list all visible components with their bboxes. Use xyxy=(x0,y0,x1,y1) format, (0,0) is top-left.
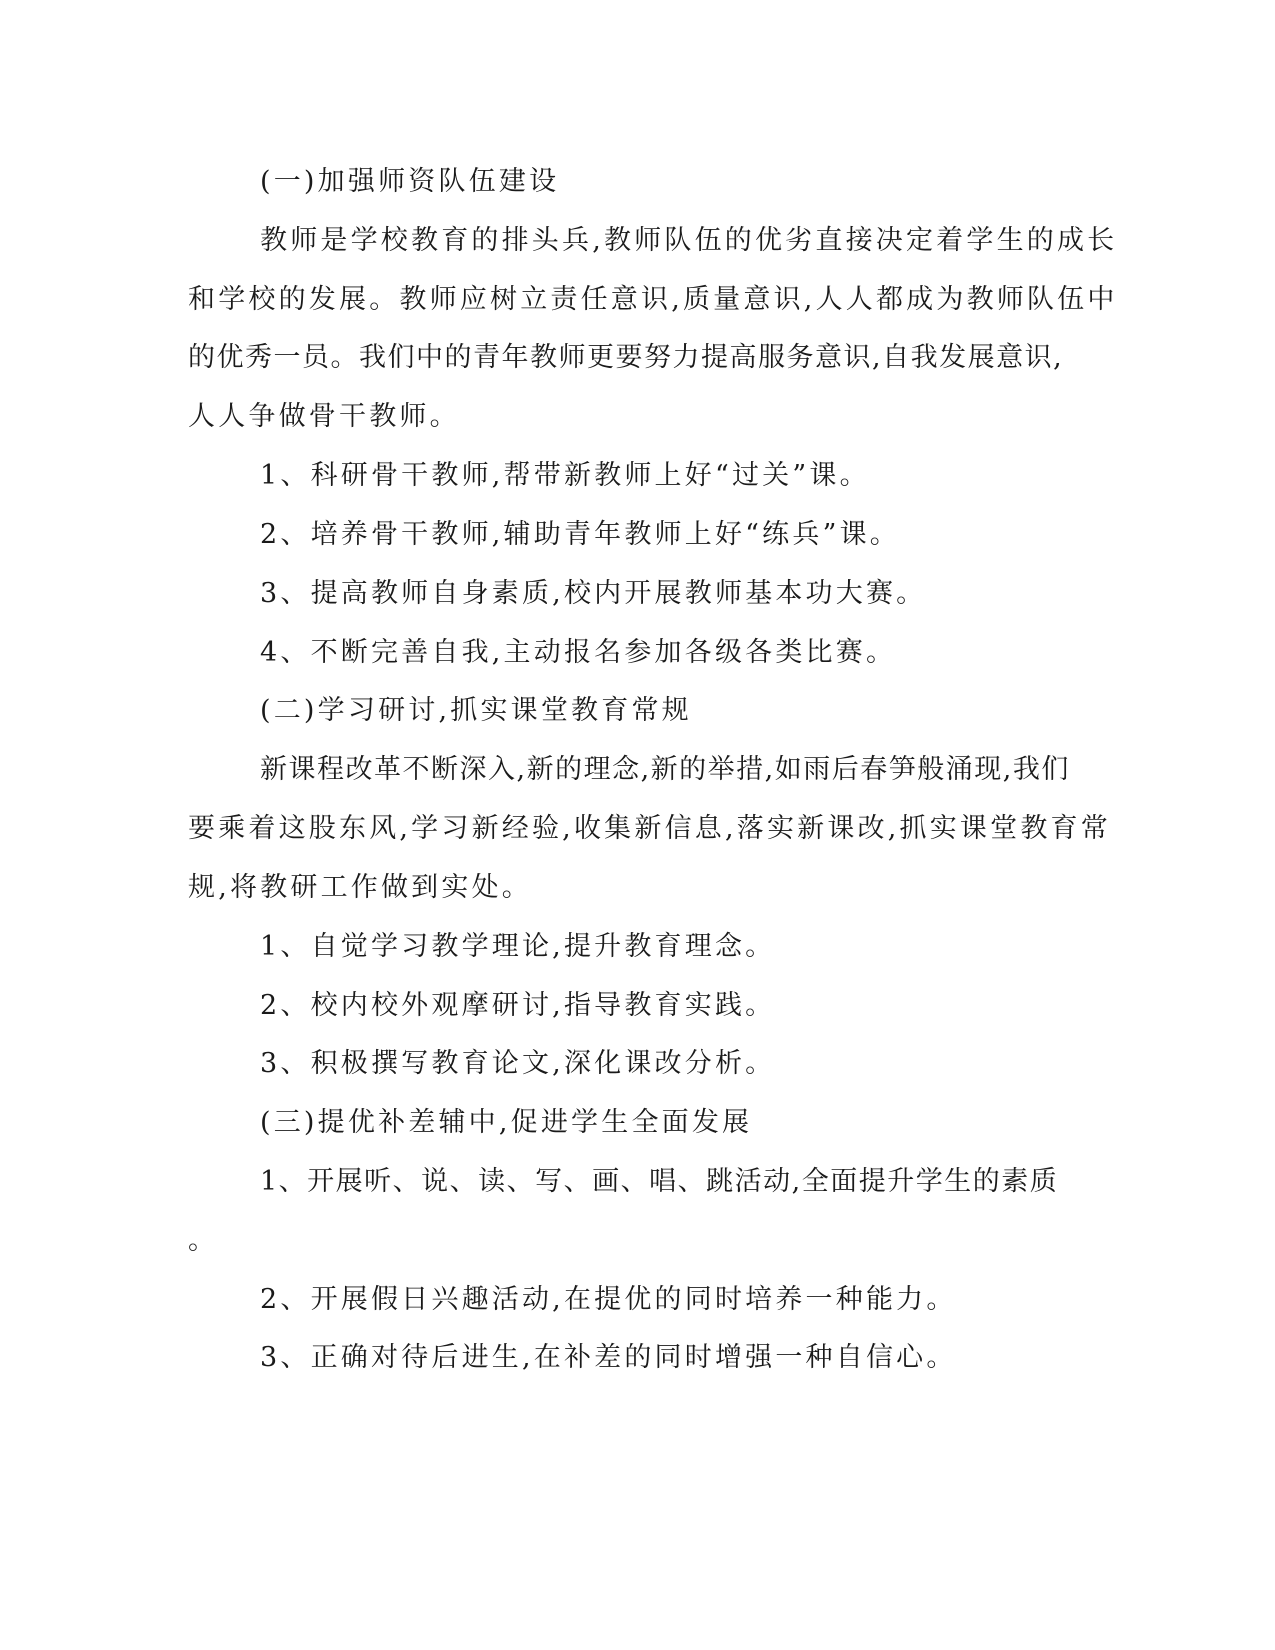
section3-heading: (三)提优补差辅中,促进学生全面发展 xyxy=(260,1107,753,1138)
section1-list-item: 3、提高教师自身素质,校内开展教师基本功大赛。 xyxy=(260,578,927,609)
section3-list-item: 3、正确对待后进生,在补差的同时增强一种自信心。 xyxy=(260,1342,957,1373)
section1-paragraph-line: 人人争做骨干教师。 xyxy=(188,401,460,432)
section1-paragraph-line: 教师是学校教育的排头兵,教师队伍的优劣直接决定着学生的成长 xyxy=(260,225,1118,256)
section2-paragraph-line: 新课程改革不断深入,新的理念,新的举措,如雨后春笋般涌现,我们 xyxy=(260,754,1070,785)
section1-heading: (一)加强师资队伍建设 xyxy=(260,166,560,197)
section3-list-item-line: 1、开展听、说、读、写、画、唱、跳活动,全面提升学生的素质 xyxy=(260,1166,1059,1197)
section1-list-item: 4、不断完善自我,主动报名参加各级各类比赛。 xyxy=(260,637,897,668)
section1-paragraph-line: 的优秀一员。我们中的青年教师更要努力提高服务意识,自我发展意识, xyxy=(188,342,1064,373)
section2-list-item: 1、自觉学习教学理论,提升教育理念。 xyxy=(260,931,776,962)
section2-list-item: 3、积极撰写教育论文,深化课改分析。 xyxy=(260,1048,776,1079)
section1-list-item: 1、科研骨干教师,帮带新教师上好“过关”课。 xyxy=(260,460,870,491)
section3-list-item: 2、开展假日兴趣活动,在提优的同时培养一种能力。 xyxy=(260,1284,957,1315)
section2-paragraph-line: 规,将教研工作做到实处。 xyxy=(188,872,532,903)
section1-list-item: 2、培养骨干教师,辅助青年教师上好“练兵”课。 xyxy=(260,519,900,550)
section3-list-item-line: 。 xyxy=(188,1225,219,1256)
section2-list-item: 2、校内校外观摩研讨,指导教育实践。 xyxy=(260,990,776,1021)
section1-paragraph-line: 和学校的发展。教师应树立责任意识,质量意识,人人都成为教师队伍中 xyxy=(188,284,1118,315)
section2-heading: (二)学习研讨,抓实课堂教育常规 xyxy=(260,695,692,726)
section2-paragraph-line: 要乘着这股东风,学习新经验,收集新信息,落实新课改,抓实课堂教育常 xyxy=(188,813,1111,844)
